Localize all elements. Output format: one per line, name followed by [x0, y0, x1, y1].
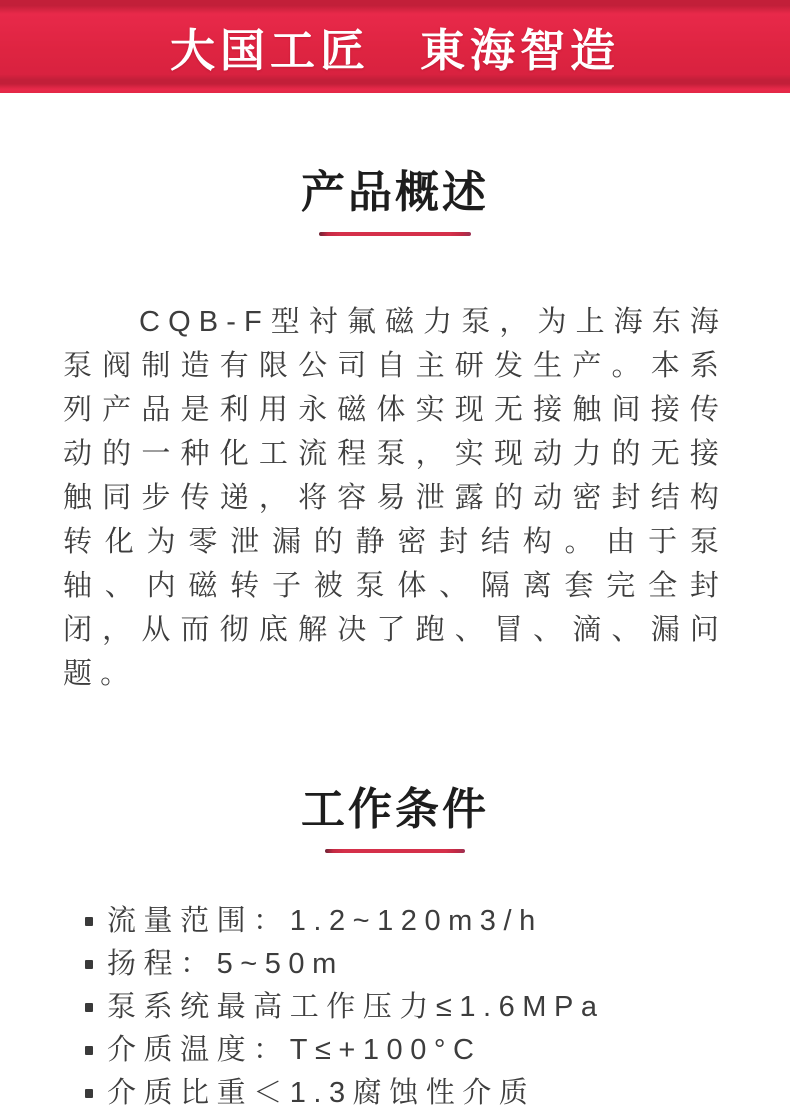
condition-text: 介质温度：T≤+100°C — [107, 1034, 482, 1066]
section-overview — [0, 167, 790, 696]
bullet-icon — [85, 1089, 93, 1098]
list-item — [63, 943, 727, 986]
condition-text: 流量范围：1.2~120m3/h — [107, 905, 543, 937]
bullet-icon — [85, 960, 93, 969]
condition-text: 介质比重＜1.3腐蚀性介质 — [107, 1077, 536, 1109]
list-item — [63, 1072, 727, 1112]
top-banner — [0, 0, 790, 93]
conditions-title-underline — [325, 849, 465, 853]
list-item — [63, 986, 727, 1029]
banner-title: 大国工匠 東海智造 — [169, 25, 620, 76]
conditions-section-title: 工作条件 — [301, 785, 489, 834]
overview-title-underline — [319, 232, 471, 236]
overview-paragraph: CQB-F型衬氟磁力泵，为上海东海泵阀制造有限公司自主研发生产。本系列产品是利用永磁体实现无接触间接传动的一种化工流程泵，实现动力的无接触同步传递，将容易泄露的动密封结构转化为零泄漏的静密封结构。由于泵轴、内磁转子被泵体、隔离套完全封闭，从而彻底解决了跑、冒、滴、漏问题。 — [63, 306, 727, 690]
section-conditions — [0, 784, 790, 1112]
overview-section-title: 产品概述 — [301, 168, 489, 217]
list-item — [63, 1029, 727, 1072]
conditions-list — [63, 900, 727, 1112]
bullet-icon — [85, 917, 93, 926]
bullet-icon — [85, 1003, 93, 1012]
condition-text: 扬程：5~50m — [107, 948, 344, 980]
bullet-icon — [85, 1046, 93, 1055]
condition-text: 泵系统最高工作压力≤1.6MPa — [107, 991, 605, 1023]
list-item — [63, 900, 727, 943]
